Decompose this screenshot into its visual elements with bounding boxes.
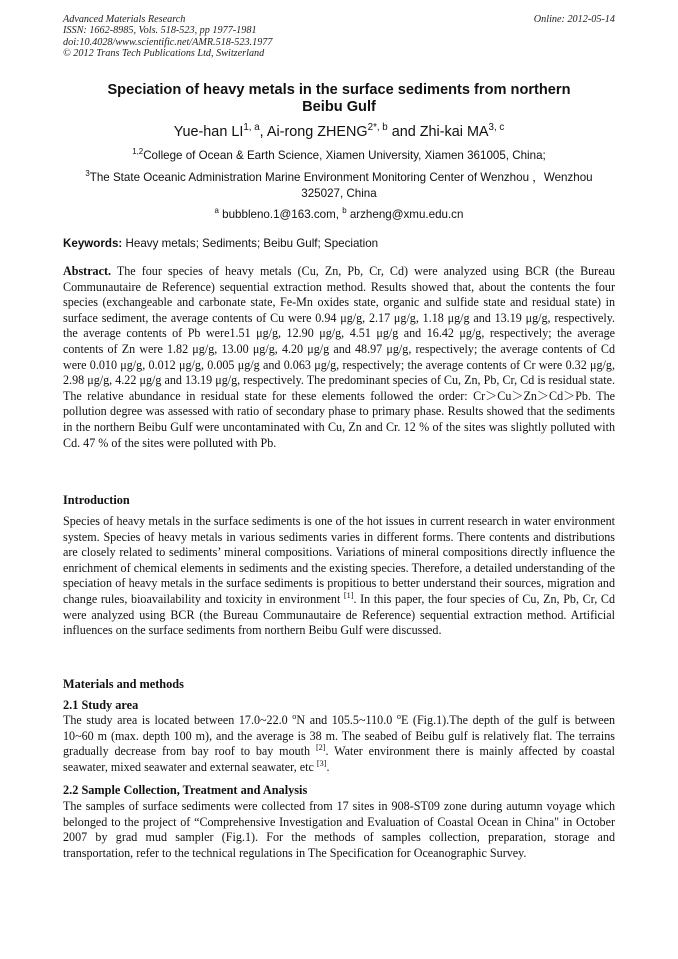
author-2: Ai-rong ZHENG xyxy=(266,124,368,140)
email-b-marker: b xyxy=(342,206,347,216)
study-area-text: N and 105.5~110.0 xyxy=(296,713,397,727)
affiliation-2-marker: 3 xyxy=(85,169,90,179)
paper-title xyxy=(63,82,615,116)
author-list xyxy=(63,123,615,141)
study-area-text: . xyxy=(326,759,330,774)
citation-2: [2] xyxy=(315,743,326,753)
study-area-text: E (Fig.1).The depth of the gulf is between 10~60 m (max. depth 100 m), and the average is 38 m. The seabed of Beibu gulf is relatively flat. The terrains gradually decrease from bay roof to bay mouth xyxy=(63,713,615,759)
copyright-line: © 2012 Trans Tech Publications Ltd, Switzerland xyxy=(63,48,265,60)
introduction-text-a: Species of heavy metals in the surface sediments is one of the hot issues in current research in water environment system. Species of heavy metals in various sediments varies in different forms. There contents and distributions are closely related to sediments’ mineral compositions. Variations of mineral compositions directly influence the enrichment of chemical elements in sediments and the existing species. Therefore, a detailed understanding of the speciation of heavy metals in the surface sediments is propitious to better understand their sources, migration and change rules, bioavailability and toxicity in environment xyxy=(63,514,615,606)
author-separator: , xyxy=(259,124,267,140)
author-1: Yue-han LI xyxy=(173,124,244,140)
keywords-label: Keywords: xyxy=(63,237,123,250)
affiliation-1 xyxy=(63,148,615,164)
materials-heading: Materials and methods xyxy=(63,677,184,691)
introduction-heading: Introduction xyxy=(63,493,130,507)
author-3-marker: 3, c xyxy=(488,122,505,134)
email-b: arzheng@xmu.edu.cn xyxy=(346,208,464,221)
introduction-text-b: . In this paper, the four species of Cu, Zn, Pb, Cr, Cd were analyzed using BCR (the Bureau Communautaire de Reference) sequential extraction method. Artificial influences on the surface sediments from northern Beibu Gulf were discussed. xyxy=(63,591,615,638)
sample-collection-heading: 2.2 Sample Collection, Treatment and Analysis xyxy=(63,783,308,797)
title-line-1: Speciation of heavy metals in the surface sediments from northern xyxy=(107,82,571,98)
degree-marker: o xyxy=(292,711,297,721)
affiliation-1-marker: 1,2 xyxy=(132,147,144,157)
journal-name: Advanced Materials Research xyxy=(63,14,186,25)
affiliation-2-line-2: 325027, China xyxy=(301,187,377,200)
degree-marker: o xyxy=(396,711,401,721)
issn-line: ISSN: 1662-8985, Vols. 518-523, pp 1977-1981 xyxy=(63,25,257,37)
introduction-body xyxy=(63,514,615,639)
author-3: Zhi-kai MA xyxy=(419,124,489,140)
affiliation-2 xyxy=(63,170,615,202)
keywords-text: Heavy metals; Sediments; Beibu Gulf; Speciation xyxy=(122,237,379,250)
study-area-text: The study area is located between 17.0~22.0 xyxy=(63,713,293,727)
abstract-label: Abstract. xyxy=(63,264,112,278)
abstract-text: The four species of heavy metals (Cu, Zn, Pb, Cr, Cd) were analyzed using BCR (the Bureau Communautaire de Reference) sequential extraction method. Results showed that, about the contents the four species (exchangeable and carbonate state, Fe-Mn oxides state, organic and sulfide state and residual state) in surface sediment, the average contents of Cu were 0.94 μg/g, 2.17 μg/g, 1.18 μg/g and 13.19 μg/g, respectively. the average contents of Pb were1.51 μg/g, 12.90 μg/g, 4.51 μg/g and 16.42 μg/g, respectively; the average contents of Zn were 1.82 μg/g, 13.00 μg/g, 4.20 μg/g and 48.97 μg/g, respectively; the average contents of Cd were 0.010 μg/g, 0.012 μg/g, 0.005 μg/g and 0.063 μg/g, respectively; the average contents of Cr were 0.32 μg/g, 2.98 μg/g, 4.22 μg/g and 13.19 μg/g, respectively. The predominant species of Cu, Zn, Pb, Cr, Cd is residual state. The relative abundance in residual state for these elements followed the order: Cr＞Cu＞Zn＞Cd＞Pb. The pollution degree was assessed with ratio of secondary phase to primary phase. Results showed that the sediments in the northern Beibu Gulf were uncontaminated with Cu, Zn and Cr. 12 % of the sites was slightly polluted with Cd. 47 % of the sites were polluted with Pb. xyxy=(63,264,615,450)
abstract xyxy=(63,264,615,451)
affiliation-1-text: College of Ocean & Earth Science, Xiamen University, Xiamen 361005, China; xyxy=(143,149,546,162)
title-line-2: Beibu Gulf xyxy=(302,99,376,115)
online-date: Online: 2012-05-14 xyxy=(533,14,615,25)
author-1-marker: 1, a xyxy=(243,122,260,134)
keywords xyxy=(63,236,615,251)
study-area-text: . Water environment there is mainly affected by coastal seawater, mixed seawater and external seawater, etc xyxy=(63,744,615,774)
citation-3: [3] xyxy=(316,758,327,768)
author-separator: and xyxy=(387,124,420,140)
study-area-heading: 2.1 Study area xyxy=(63,698,139,712)
affiliation-2-line-1: The State Oceanic Administration Marine Environment Monitoring Center of Wenzhou ，Wenzhou xyxy=(89,171,593,184)
study-area-body xyxy=(63,713,615,775)
author-emails xyxy=(63,207,615,223)
email-a-marker: a xyxy=(214,206,219,216)
doi-line: doi:10.4028/www.scientific.net/AMR.518-523.1977 xyxy=(63,36,273,48)
citation-1: [1] xyxy=(343,590,354,600)
email-a: bubbleno.1@163.com, xyxy=(218,208,343,221)
sample-collection-body: The samples of surface sediments were collected from 17 sites in 908-ST09 zone during autumn voyage which belonged to the project of “Comprehensive Investigation and Evaluation of Coastal Ocean in China" in October 2007 by grad mud sampler (Fig.1). For the methods of samples collection, preparation, storage and transportation, refer to the technical regulations in The Specification for Oceanographic Survey. xyxy=(63,799,615,860)
author-2-marker: 2*, b xyxy=(367,122,388,134)
journal-header xyxy=(63,14,615,60)
